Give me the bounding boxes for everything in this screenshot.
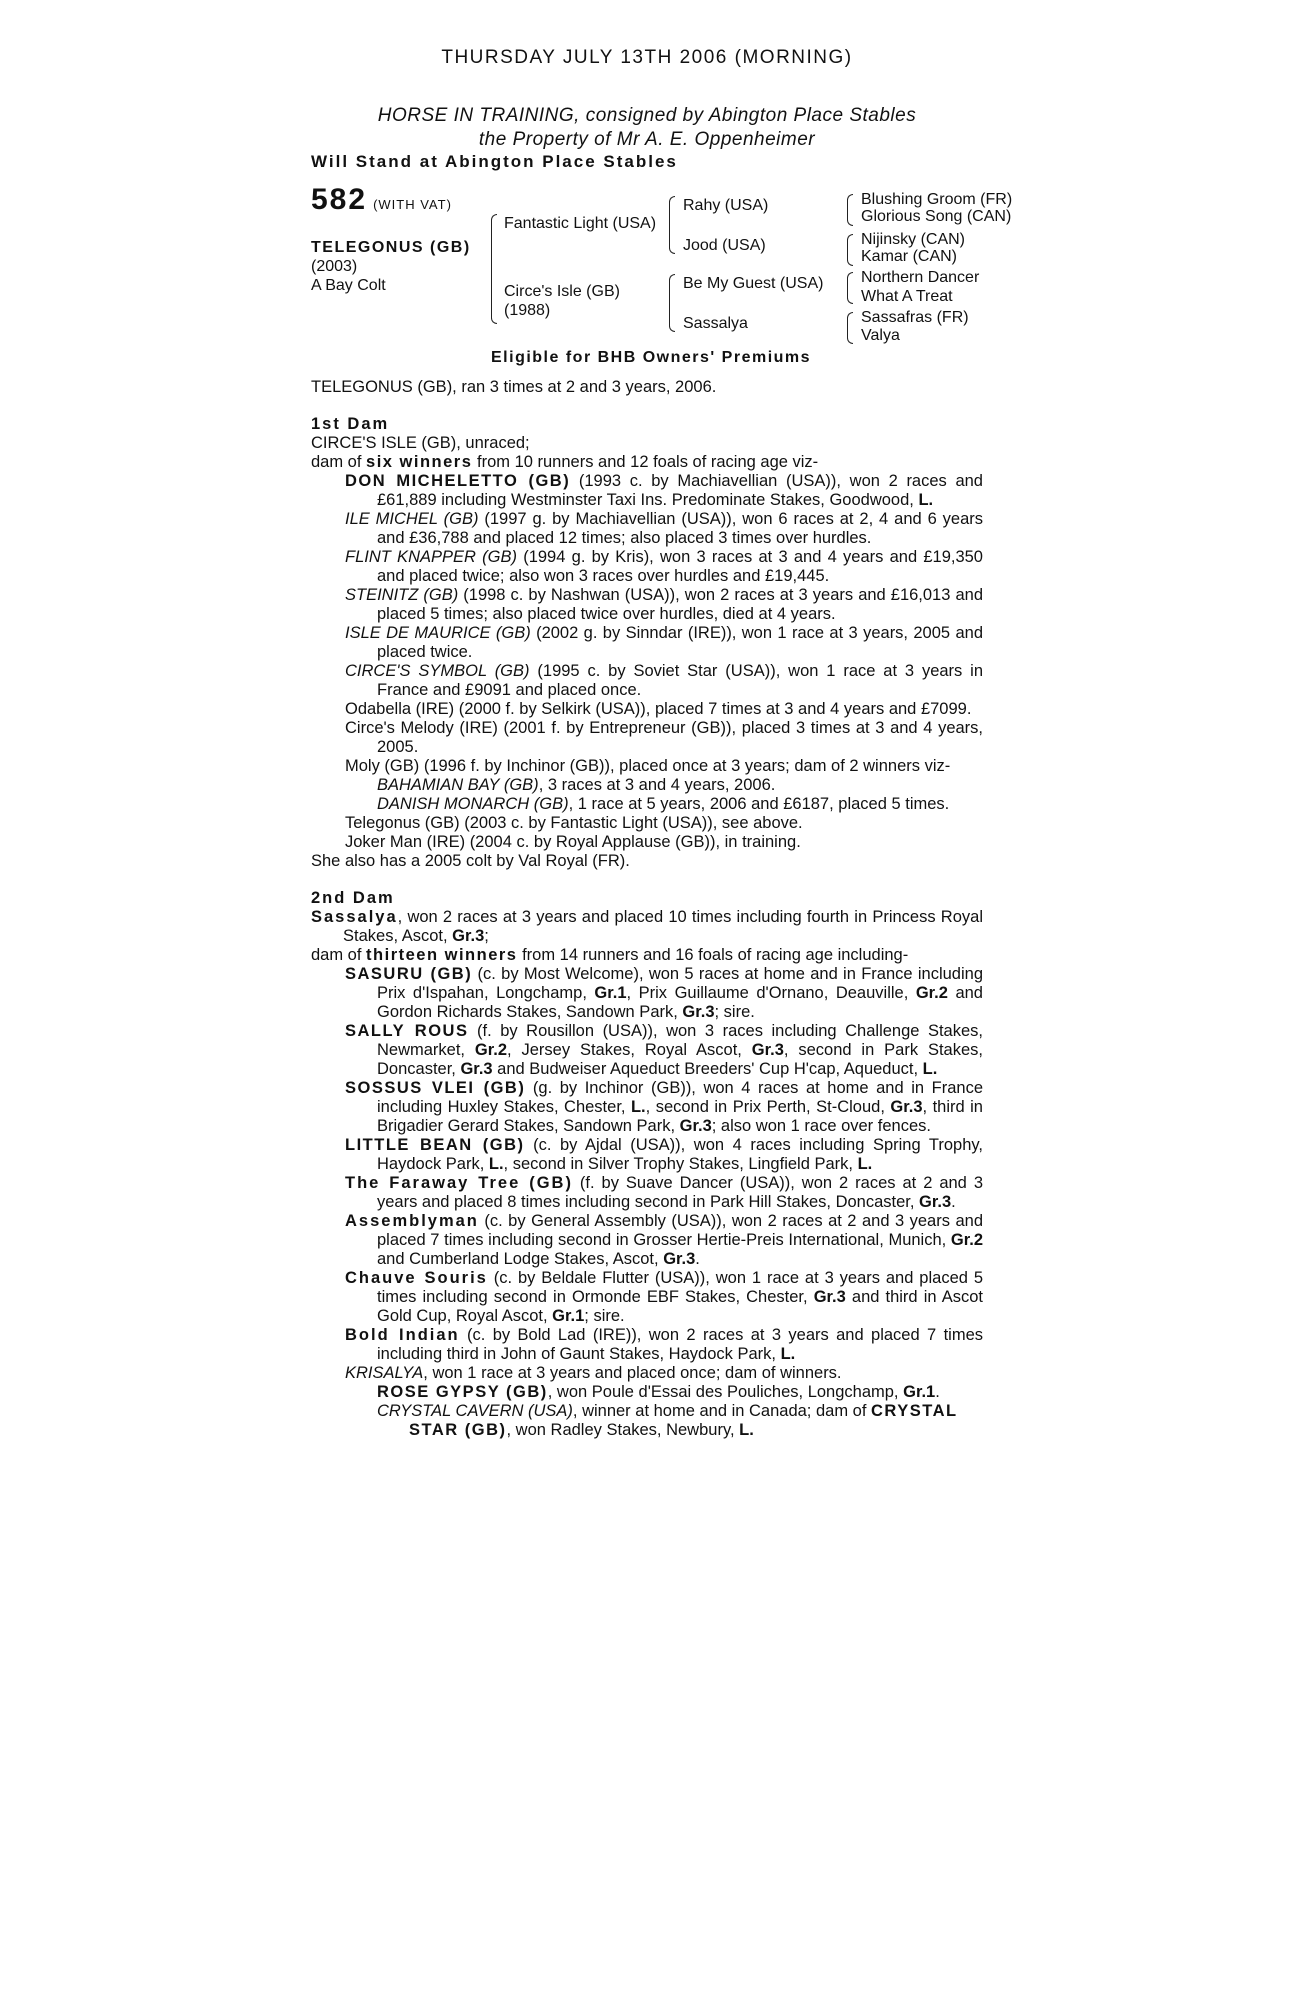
produce-entry: Circe's Melody (IRE) (2001 f. by Entrepreneur (GB)), placed 3 times at 3 and 4 years, 2005. <box>345 719 983 756</box>
horse-name: TELEGONUS (GB) <box>311 239 471 256</box>
brace-sire <box>669 196 675 254</box>
first-dam-line: CIRCE'S ISLE (GB), unraced; <box>311 434 530 452</box>
race-record-intro: TELEGONUS (GB), ran 3 times at 2 and 3 years, 2006. <box>311 378 717 396</box>
sire: Fantastic Light (USA) <box>504 215 657 232</box>
second-dam-winners: dam of thirteen winners from 14 runners and 16 foals of racing age including- <box>311 946 909 964</box>
produce-entry: KRISALYA, won 1 race at 3 years and placed once; dam of winners. <box>345 1364 842 1382</box>
sire-dam-dam: Kamar (CAN) <box>861 248 958 265</box>
krisalya-produce-1: ROSE GYPSY (GB), won Poule d'Essai des Pouliches, Longchamp, Gr.1. <box>377 1383 940 1401</box>
produce-entry: LITTLE BEAN (GB) (c. by Ajdal (USA)), won 4 races including Spring Trophy, Haydock Park, L., second in Silver Trophy Stakes, Lingfield Park, L. <box>345 1136 983 1173</box>
moly-produce-entry: DANISH MONARCH (GB), 1 race at 5 years, 2006 and £6187, placed 5 times. <box>377 795 950 813</box>
property-line: the Property of Mr A. E. Oppenheimer <box>478 129 816 150</box>
second-dam-line: Sassalya, won 2 races at 3 years and placed 10 times including fourth in Princess Royal Stakes, Ascot, Gr.3; <box>311 908 983 945</box>
horse-description: A Bay Colt <box>311 277 386 294</box>
first-dam-section <box>311 415 983 871</box>
produce-entry: Bold Indian (c. by Bold Lad (IRE)), won 2 races at 3 years and placed 7 times including third in John of Gaunt Stakes, Haydock Park, L. <box>345 1326 983 1363</box>
lot-number: 582 <box>311 183 368 216</box>
first-dam-winners: dam of six winners from 10 runners and 12 foals of racing age viz- <box>311 453 819 471</box>
sire-dam: Jood (USA) <box>683 237 766 254</box>
dam-sire-dam: What A Treat <box>861 288 953 305</box>
produce-entry: Telegonus (GB) (2003 c. by Fantastic Light (USA)), see above. <box>345 814 803 832</box>
brace-ds <box>847 272 853 304</box>
brace-main <box>491 214 497 324</box>
produce-entry: CIRCE'S SYMBOL (GB) (1995 c. by Soviet Star (USA)), won 1 race at 3 years in France and £9091 and placed once. <box>345 662 984 699</box>
brace-dd <box>847 312 853 344</box>
dam: Circe's Isle (GB) <box>504 283 620 300</box>
second-dam-produce-list <box>311 965 983 1383</box>
sale-date: THURSDAY JULY 13TH 2006 (MORNING) <box>441 47 853 68</box>
dam-dam-dam: Valya <box>861 327 900 344</box>
dam-sire: Be My Guest (USA) <box>683 275 824 292</box>
dam-dam-sire: Sassafras (FR) <box>861 309 969 326</box>
dam-sire-sire: Northern Dancer <box>861 269 980 286</box>
dam-dam: Sassalya <box>683 315 748 332</box>
produce-entry: SASURU (GB) (c. by Most Welcome), won 5 races at home and in France including Prix d'Ispahan, Longchamp, Gr.1, Prix Guillaume d'Ornano, Deauville, Gr.2 and Gordon Richards Stakes, Sandown Park, Gr.3; sire. <box>345 965 983 1021</box>
produce-entry: Odabella (IRE) (2000 f. by Selkirk (USA)), placed 7 times at 3 and 4 years and £7099. <box>345 700 972 718</box>
stand-line: Will Stand at Abington Place Stables <box>311 152 678 171</box>
first-dam-also: She also has a 2005 colt by Val Royal (FR). <box>311 852 630 870</box>
second-dam-section <box>311 889 983 1440</box>
dam-year: (1988) <box>504 302 551 319</box>
sire-sire-sire: Blushing Groom (FR) <box>861 191 1013 208</box>
produce-entry: ILE MICHEL (GB) (1997 g. by Machiavellian (USA)), won 6 races at 2, 4 and 6 years and £36,788 and placed 12 times; also placed 3 times over hurdles. <box>345 510 983 547</box>
second-dam-heading: 2nd Dam <box>311 889 395 907</box>
first-dam-produce-list <box>311 472 983 776</box>
produce-entry: DON MICHELETTO (GB) (1993 c. by Machiavellian (USA)), won 2 races and £61,889 including Westminster Taxi Ins. Predominate Stakes, Goodwood, L. <box>345 472 983 509</box>
catalogue-body <box>311 378 983 1440</box>
produce-entry: The Faraway Tree (GB) (f. by Suave Dancer (USA)), won 2 races at 2 and 3 years and placed 8 times including second in Park Hill Stakes, Doncaster, Gr.3. <box>345 1174 983 1211</box>
brace-ss <box>847 194 853 226</box>
produce-entry: ISLE DE MAURICE (GB) (2002 g. by Sinndar (IRE)), won 1 race at 3 years, 2005 and placed twice. <box>345 624 983 661</box>
first-dam-produce-list-2 <box>311 814 983 852</box>
moly-produce-entry: BAHAMIAN BAY (GB), 3 races at 3 and 4 years, 2006. <box>377 776 776 794</box>
first-dam-heading: 1st Dam <box>311 415 390 433</box>
produce-entry: Chauve Souris (c. by Beldale Flutter (USA)), won 1 race at 3 years and placed 5 times including second in Ormonde EBF Stakes, Chester, Gr.3 and third in Ascot Gold Cup, Royal Ascot, Gr.1; sire. <box>345 1269 983 1325</box>
produce-entry: SALLY ROUS (f. by Rousillon (USA)), won 3 races including Challenge Stakes, Newmarket, Gr.2, Jersey Stakes, Royal Ascot, Gr.3, second in Park Stakes, Doncaster, Gr.3 and Budweiser Aqueduct Breeders' Cup H'cap, Aqueduct, L. <box>345 1022 983 1078</box>
krisalya-produce-2: CRYSTAL CAVERN (USA), winner at home and in Canada; dam of CRYSTAL STAR (GB), won Radley Stakes, Newbury, L. <box>377 1402 958 1439</box>
consignor-line: HORSE IN TRAINING, consigned by Abington Place Stables <box>377 105 917 126</box>
produce-entry: SOSSUS VLEI (GB) (g. by Inchinor (GB)), won 4 races at home and in France including Huxley Stakes, Chester, L., second in Prix Perth, St-Cloud, Gr.3, third in Brigadier Gerard Stakes, Sandown Park, Gr.3; also won 1 race over fences. <box>345 1079 983 1135</box>
premium-eligibility: Eligible for BHB Owners' Premiums <box>491 349 812 366</box>
produce-entry: Assemblyman (c. by General Assembly (USA)), won 2 races at 2 and 3 years and placed 7 times including second in Grosser Hertie-Preis International, Munich, Gr.2 and Cumberland Lodge Stakes, Ascot, Gr.3. <box>345 1212 983 1268</box>
brace-dam <box>669 274 675 332</box>
brace-sd <box>847 234 853 266</box>
produce-entry: FLINT KNAPPER (GB) (1994 g. by Kris), won 3 races at 3 and 4 years and £19,350 and placed twice; also won 3 races over hurdles and £19,445. <box>345 548 983 585</box>
produce-entry: Joker Man (IRE) (2004 c. by Royal Applause (GB)), in training. <box>345 833 801 851</box>
horse-year: (2003) <box>311 258 358 275</box>
consignment-block <box>311 104 983 152</box>
produce-entry: Moly (GB) (1996 f. by Inchinor (GB)), placed once at 3 years; dam of 2 winners viz- <box>345 757 951 775</box>
moly-produce-list <box>311 776 983 814</box>
sire-sire-dam: Glorious Song (CAN) <box>861 208 1012 225</box>
sire-sire: Rahy (USA) <box>683 197 769 214</box>
sire-dam-sire: Nijinsky (CAN) <box>861 231 965 248</box>
lot-number-line <box>311 183 452 216</box>
produce-entry: STEINITZ (GB) (1998 c. by Nashwan (USA)), won 2 races at 3 years and £16,013 and placed 5 times; also placed twice over hurdles, died at 4 years. <box>345 586 983 623</box>
vat-note: (WITH VAT) <box>373 197 452 212</box>
